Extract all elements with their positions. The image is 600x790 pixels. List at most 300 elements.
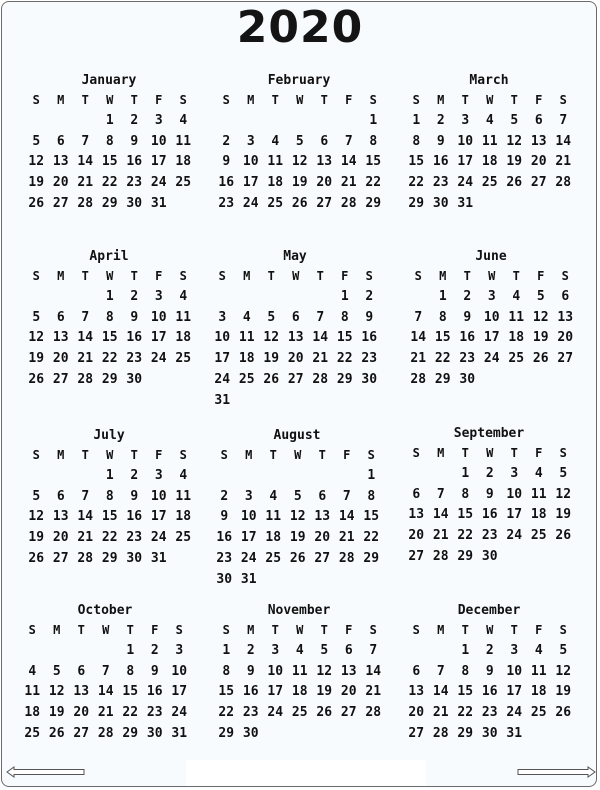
day-cell: 23	[216, 550, 233, 566]
month-name: January	[81, 73, 137, 88]
day-cell: 11	[238, 330, 255, 346]
day-cell: 22	[457, 528, 474, 544]
day-cell: 13	[557, 309, 574, 325]
weekday-header: W	[488, 269, 496, 283]
day-cell: 23	[481, 705, 498, 721]
day-cell: 2	[220, 488, 229, 504]
day-cell: 25	[508, 351, 525, 367]
day-cell: 15	[457, 507, 474, 523]
day-cell: 10	[150, 309, 167, 325]
day-cell: 17	[506, 507, 523, 523]
day-cell: 31	[457, 195, 474, 211]
day-cell: 14	[77, 509, 94, 525]
empty-cell	[94, 641, 119, 662]
day-cell: 21	[555, 154, 572, 170]
day-cell: 16	[146, 684, 163, 700]
day-cell: 28	[97, 725, 114, 741]
weekday-header: W	[296, 623, 304, 637]
day-cell: 2	[463, 288, 472, 304]
arrow-left-icon[interactable]	[6, 766, 86, 778]
arrow-right-icon[interactable]	[516, 766, 596, 778]
day-cell: 13	[314, 509, 331, 525]
day-cell: 5	[559, 642, 568, 658]
weekday-header: T	[267, 269, 275, 283]
year-title: 2020	[236, 2, 364, 53]
day-cell: 8	[340, 309, 349, 325]
day-cell: 13	[340, 663, 357, 679]
day-cell: 21	[410, 351, 427, 367]
day-cell: 1	[369, 112, 378, 128]
day-cell: 9	[463, 309, 472, 325]
day-cell: 30	[146, 725, 163, 741]
weekday-header: M	[243, 269, 251, 283]
day-cell: 29	[101, 550, 118, 566]
weekday-header: S	[179, 269, 187, 283]
day-cell: 15	[101, 509, 118, 525]
weekday-header: W	[292, 269, 300, 283]
day-cell: 27	[287, 371, 304, 387]
month-december	[398, 602, 580, 745]
empty-cell	[284, 287, 309, 308]
day-cell: 14	[312, 330, 329, 346]
day-cell: 1	[461, 642, 470, 658]
weekday-header: W	[296, 93, 304, 107]
day-cell: 18	[175, 509, 192, 525]
day-cell: 5	[293, 488, 302, 504]
day-cell: 22	[457, 705, 474, 721]
month-grid	[404, 443, 580, 568]
empty-cell	[20, 641, 45, 662]
day-cell: 23	[126, 175, 143, 191]
day-cell: 6	[534, 112, 543, 128]
day-cell: 20	[314, 530, 331, 546]
day-cell: 25	[291, 705, 308, 721]
day-cell: 27	[52, 195, 69, 211]
day-cell: 2	[130, 112, 139, 128]
day-cell: 3	[154, 112, 163, 128]
day-cell: 22	[101, 351, 118, 367]
day-cell: 27	[530, 175, 547, 191]
day-cell: 5	[52, 663, 61, 679]
day-cell: 3	[175, 642, 184, 658]
day-cell: 6	[344, 642, 353, 658]
weekday-header: T	[318, 448, 326, 462]
weekday-header: T	[461, 446, 469, 460]
day-cell: 16	[216, 530, 233, 546]
day-cell: 25	[175, 351, 192, 367]
month-grid	[404, 90, 580, 215]
day-cell: 12	[555, 663, 572, 679]
day-cell: 2	[130, 288, 139, 304]
day-cell: 1	[412, 112, 421, 128]
day-cell: 4	[179, 288, 188, 304]
day-cell: 20	[530, 154, 547, 170]
weekday-header: S	[28, 623, 36, 637]
day-cell: 21	[77, 351, 94, 367]
empty-cell	[69, 641, 94, 662]
day-cell: 19	[316, 684, 333, 700]
weekday-header: M	[53, 623, 61, 637]
day-cell: 12	[28, 509, 45, 525]
day-cell: 25	[481, 175, 498, 191]
day-cell: 2	[150, 642, 159, 658]
empty-cell	[73, 287, 98, 308]
day-cell: 18	[530, 507, 547, 523]
day-cell: 24	[506, 705, 523, 721]
weekday-header: W	[486, 623, 494, 637]
month-march	[398, 72, 580, 215]
weekday-header: F	[535, 446, 543, 460]
empty-cell	[73, 466, 98, 487]
day-cell: 20	[408, 528, 425, 544]
day-cell: 5	[320, 642, 329, 658]
month-name: February	[267, 73, 331, 88]
day-cell: 15	[101, 330, 118, 346]
day-cell: 18	[175, 330, 192, 346]
day-cell: 20	[316, 175, 333, 191]
day-cell: 8	[222, 663, 231, 679]
day-cell: 13	[408, 507, 425, 523]
day-cell: 29	[336, 371, 353, 387]
day-cell: 13	[408, 684, 425, 700]
day-cell: 20	[73, 705, 90, 721]
day-cell: 7	[81, 488, 90, 504]
day-cell: 15	[218, 684, 235, 700]
day-cell: 24	[214, 371, 231, 387]
day-cell: 10	[171, 663, 188, 679]
day-cell: 27	[340, 705, 357, 721]
day-cell: 6	[77, 663, 86, 679]
day-cell: 26	[555, 528, 572, 544]
day-cell: 29	[218, 725, 235, 741]
empty-cell	[337, 111, 362, 132]
day-cell: 26	[532, 351, 549, 367]
month-grid	[210, 266, 386, 412]
day-cell: 1	[105, 288, 114, 304]
day-cell: 9	[246, 663, 255, 679]
empty-cell	[288, 111, 313, 132]
day-cell: 10	[506, 663, 523, 679]
weekday-header: M	[57, 93, 65, 107]
day-cell: 2	[222, 133, 231, 149]
day-cell: 14	[77, 154, 94, 170]
weekday-header: W	[106, 269, 114, 283]
day-cell: 22	[101, 175, 118, 191]
day-cell: 17	[506, 684, 523, 700]
empty-cell	[261, 466, 286, 487]
day-cell: 25	[175, 530, 192, 546]
day-cell: 17	[267, 684, 284, 700]
day-cell: 6	[56, 133, 65, 149]
day-cell: 20	[287, 351, 304, 367]
day-cell: 6	[561, 288, 570, 304]
weekday-header: M	[437, 623, 445, 637]
day-cell: 21	[340, 175, 357, 191]
day-cell: 18	[291, 684, 308, 700]
day-cell: 30	[481, 725, 498, 741]
day-cell: 26	[263, 371, 280, 387]
month-name: August	[273, 428, 321, 443]
month-january	[18, 72, 200, 215]
weekday-header: T	[81, 269, 89, 283]
weekday-header: M	[437, 446, 445, 460]
weekday-header: W	[106, 93, 114, 107]
day-cell: 28	[77, 371, 94, 387]
day-cell: 30	[459, 371, 476, 387]
weekday-header: T	[271, 623, 279, 637]
day-cell: 7	[369, 642, 378, 658]
day-cell: 9	[485, 486, 494, 502]
day-cell: 25	[238, 371, 255, 387]
day-cell: 4	[534, 642, 543, 658]
month-april	[18, 248, 200, 391]
empty-cell	[49, 466, 74, 487]
day-cell: 4	[485, 112, 494, 128]
day-cell: 8	[105, 488, 114, 504]
day-cell: 4	[179, 467, 188, 483]
day-cell: 31	[240, 571, 257, 587]
day-cell: 11	[481, 133, 498, 149]
day-cell: 11	[508, 309, 525, 325]
day-cell: 12	[289, 509, 306, 525]
day-cell: 27	[73, 725, 90, 741]
day-cell: 10	[483, 309, 500, 325]
empty-cell	[286, 466, 311, 487]
weekday-header: S	[32, 93, 40, 107]
month-grid	[212, 445, 388, 591]
day-cell: 19	[28, 351, 45, 367]
day-cell: 25	[530, 528, 547, 544]
day-cell: 26	[555, 705, 572, 721]
month-grid	[404, 620, 580, 745]
day-cell: 18	[481, 154, 498, 170]
month-name: December	[457, 603, 521, 618]
day-cell: 7	[559, 112, 568, 128]
day-cell: 29	[101, 195, 118, 211]
day-cell: 25	[530, 705, 547, 721]
month-november	[208, 602, 390, 745]
day-cell: 19	[555, 507, 572, 523]
day-cell: 17	[242, 175, 259, 191]
month-grid	[24, 445, 200, 570]
month-grid	[24, 266, 200, 391]
day-cell: 11	[530, 663, 547, 679]
day-cell: 5	[510, 112, 519, 128]
weekday-header: S	[414, 269, 422, 283]
day-cell: 12	[48, 684, 65, 700]
month-grid	[406, 266, 582, 391]
day-cell: 28	[77, 195, 94, 211]
month-name: March	[469, 73, 509, 88]
day-cell: 12	[263, 330, 280, 346]
month-september	[398, 425, 580, 568]
day-cell: 5	[559, 465, 568, 481]
day-cell: 26	[28, 371, 45, 387]
day-cell: 8	[105, 309, 114, 325]
day-cell: 22	[218, 705, 235, 721]
day-cell: 5	[267, 309, 276, 325]
day-cell: 13	[316, 154, 333, 170]
day-cell: 24	[150, 175, 167, 191]
weekday-header: T	[130, 93, 138, 107]
day-cell: 10	[242, 154, 259, 170]
day-cell: 1	[438, 288, 447, 304]
day-cell: 4	[271, 133, 280, 149]
day-cell: 19	[28, 175, 45, 191]
day-cell: 8	[126, 663, 135, 679]
day-cell: 7	[101, 663, 110, 679]
weekday-header: T	[269, 448, 277, 462]
day-cell: 15	[434, 330, 451, 346]
day-cell: 9	[130, 488, 139, 504]
day-cell: 7	[81, 309, 90, 325]
day-cell: 17	[150, 509, 167, 525]
weekday-header: F	[151, 623, 159, 637]
day-cell: 28	[555, 175, 572, 191]
weekday-header: S	[365, 269, 373, 283]
weekday-header: T	[130, 269, 138, 283]
day-cell: 17	[240, 530, 257, 546]
day-cell: 12	[28, 330, 45, 346]
day-cell: 6	[291, 309, 300, 325]
day-cell: 30	[361, 371, 378, 387]
day-cell: 6	[318, 488, 327, 504]
day-cell: 7	[316, 309, 325, 325]
weekday-header: M	[57, 448, 65, 462]
day-cell: 4	[295, 642, 304, 658]
empty-cell	[404, 464, 429, 485]
weekday-header: S	[179, 448, 187, 462]
empty-cell	[49, 111, 74, 132]
day-cell: 3	[218, 309, 227, 325]
weekday-header: S	[559, 446, 567, 460]
day-cell: 21	[365, 684, 382, 700]
day-cell: 8	[367, 488, 376, 504]
day-cell: 9	[150, 663, 159, 679]
day-cell: 28	[77, 550, 94, 566]
day-cell: 22	[122, 705, 139, 721]
day-cell: 21	[432, 528, 449, 544]
day-cell: 16	[218, 175, 235, 191]
day-cell: 20	[52, 530, 69, 546]
day-cell: 5	[32, 309, 41, 325]
empty-cell	[49, 287, 74, 308]
day-cell: 8	[105, 133, 114, 149]
empty-cell	[235, 287, 260, 308]
weekday-header: F	[535, 623, 543, 637]
weekday-header: S	[179, 93, 187, 107]
day-cell: 9	[130, 133, 139, 149]
day-cell: 4	[512, 288, 521, 304]
weekday-header: T	[510, 623, 518, 637]
weekday-header: S	[369, 623, 377, 637]
day-cell: 28	[340, 195, 357, 211]
day-cell: 19	[289, 530, 306, 546]
weekday-header: S	[412, 93, 420, 107]
day-cell: 15	[408, 154, 425, 170]
month-february	[208, 72, 390, 215]
day-cell: 3	[246, 133, 255, 149]
day-cell: 6	[320, 133, 329, 149]
day-cell: 26	[28, 195, 45, 211]
day-cell: 26	[289, 550, 306, 566]
day-cell: 14	[410, 330, 427, 346]
weekday-header: F	[155, 448, 163, 462]
day-cell: 12	[316, 663, 333, 679]
weekday-header: T	[461, 93, 469, 107]
day-cell: 24	[483, 351, 500, 367]
day-cell: 27	[408, 548, 425, 564]
day-cell: 29	[457, 725, 474, 741]
weekday-header: T	[463, 269, 471, 283]
day-cell: 7	[81, 133, 90, 149]
day-cell: 19	[263, 351, 280, 367]
day-cell: 4	[179, 112, 188, 128]
month-name: October	[77, 603, 133, 618]
day-cell: 10	[506, 486, 523, 502]
empty-cell	[24, 111, 49, 132]
day-cell: 15	[365, 154, 382, 170]
weekday-header: M	[247, 93, 255, 107]
day-cell: 28	[410, 371, 427, 387]
day-cell: 24	[457, 175, 474, 191]
day-cell: 3	[510, 642, 519, 658]
day-cell: 1	[222, 642, 231, 658]
day-cell: 8	[461, 486, 470, 502]
day-cell: 31	[150, 195, 167, 211]
day-cell: 18	[530, 684, 547, 700]
weekday-header: M	[57, 269, 65, 283]
day-cell: 27	[314, 550, 331, 566]
weekday-header: T	[510, 93, 518, 107]
day-cell: 14	[432, 684, 449, 700]
day-cell: 30	[126, 550, 143, 566]
day-cell: 18	[267, 175, 284, 191]
day-cell: 19	[291, 175, 308, 191]
day-cell: 23	[146, 705, 163, 721]
empty-cell	[210, 287, 235, 308]
weekday-header: F	[535, 93, 543, 107]
month-name: May	[283, 249, 307, 264]
day-cell: 29	[457, 548, 474, 564]
day-cell: 20	[557, 330, 574, 346]
month-may	[204, 248, 386, 412]
day-cell: 10	[240, 509, 257, 525]
weekday-header: F	[537, 269, 545, 283]
weekday-header: S	[222, 623, 230, 637]
weekday-header: T	[81, 93, 89, 107]
day-cell: 24	[267, 705, 284, 721]
day-cell: 12	[555, 486, 572, 502]
day-cell: 29	[122, 725, 139, 741]
day-cell: 31	[214, 392, 231, 408]
day-cell: 10	[150, 133, 167, 149]
day-cell: 12	[28, 154, 45, 170]
day-cell: 22	[408, 175, 425, 191]
empty-cell	[73, 111, 98, 132]
day-cell: 5	[32, 488, 41, 504]
day-cell: 27	[408, 725, 425, 741]
day-cell: 16	[242, 684, 259, 700]
day-cell: 28	[365, 705, 382, 721]
day-cell: 23	[126, 351, 143, 367]
day-cell: 11	[24, 684, 41, 700]
day-cell: 2	[130, 467, 139, 483]
day-cell: 23	[432, 175, 449, 191]
day-cell: 25	[24, 725, 41, 741]
weekday-header: W	[486, 446, 494, 460]
day-cell: 18	[238, 351, 255, 367]
